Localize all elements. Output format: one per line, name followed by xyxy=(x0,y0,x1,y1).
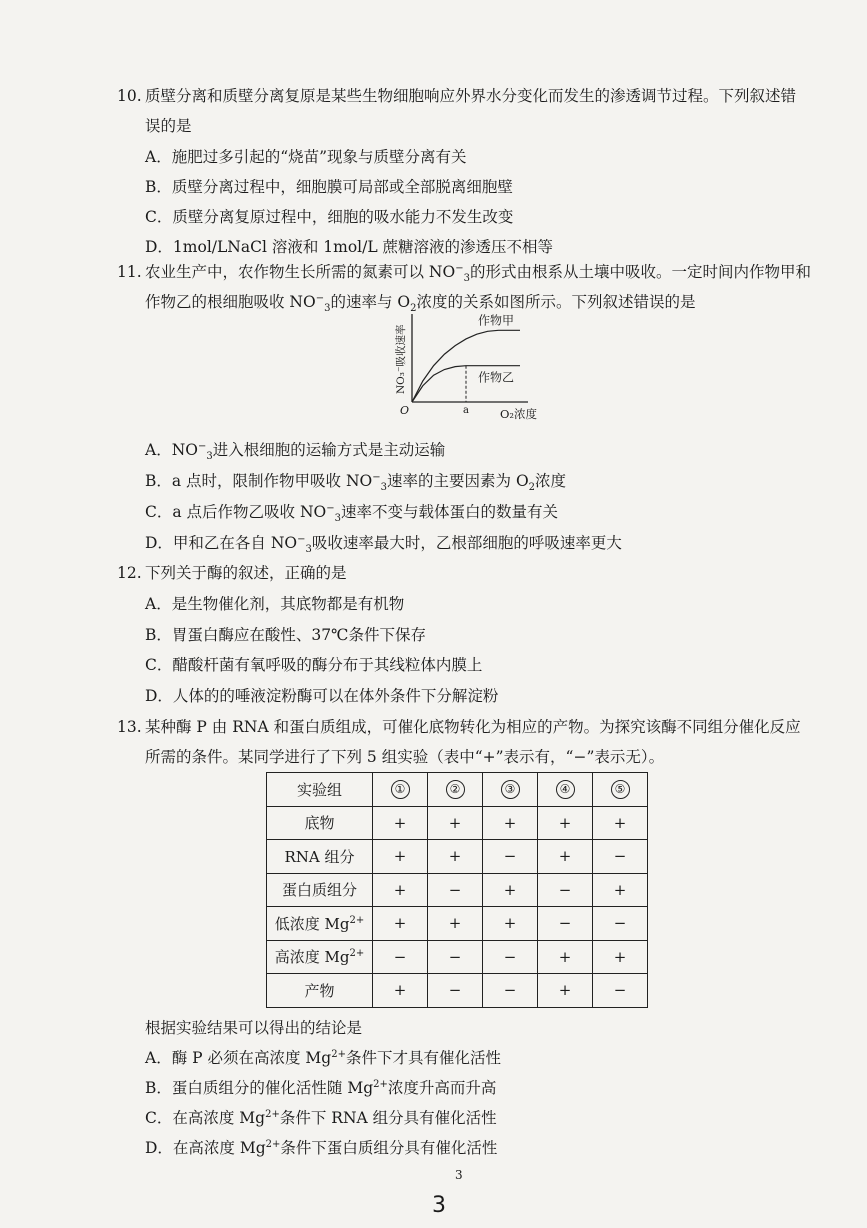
table-row: 低浓度 $Mg^{2+}$ + + + − − xyxy=(267,907,648,941)
table-group-1: ① xyxy=(373,773,428,807)
q11-stem-line1: 农业生产中，农作物生长所需的氮素可以 $NO^-_3$的形式由根系从土壤中吸收。一定时间内作物甲和 xyxy=(145,262,811,285)
table-group-2: ② xyxy=(428,773,483,807)
table-group-3: ③ xyxy=(483,773,538,807)
q10-option-d: D．1mol/LNaCl 溶液和 1mol/L 蔗糖溶液的渗透压不相等 xyxy=(145,238,554,256)
no3-uptake-chart xyxy=(390,312,540,430)
q13-stem-line2: 所需的条件。某同学进行了下列 5 组实验（表中“+”表示有，“−”表示无）。 xyxy=(145,748,665,766)
table-row: 底物 + + + + + xyxy=(267,806,648,840)
series-label-1: 作物甲 xyxy=(478,313,515,328)
x-axis-label: O₂浓度 xyxy=(500,407,538,421)
table-header-label: 实验组 xyxy=(267,773,373,807)
q11-option-b: B．a 点时，限制作物甲吸收 $NO^-_3$速率的主要因素为 $O_2$浓度 xyxy=(145,471,567,494)
q11-option-a: A．$NO^-_3$进入根细胞的运输方式是主动运输 xyxy=(145,440,446,463)
q11-option-c: C．a 点后作物乙吸收 $NO^-_3$速率不变与载体蛋白的数量有关 xyxy=(145,502,559,525)
q13-option-d: D．在高浓度 $Mg^{2+}$条件下蛋白质组分具有催化活性 xyxy=(145,1138,498,1157)
table-header-row xyxy=(267,773,648,807)
q12-number: 12. xyxy=(117,564,142,582)
page-number: 3 xyxy=(432,1193,446,1218)
q10-stem-line2: 误的是 xyxy=(145,117,192,135)
table-row: RNA 组分 + + − + − xyxy=(267,840,648,874)
q10-option-c: C．质壁分离复原过程中，细胞的吸水能力不发生改变 xyxy=(145,208,514,226)
page-number-small: 3 xyxy=(455,1168,463,1182)
experiment-table xyxy=(266,772,648,1008)
q10-number: 10. xyxy=(117,87,142,105)
no3-formula: −$_3$ xyxy=(455,262,470,285)
q13-conclusion-prompt: 根据实验结果可以得出的结论是 xyxy=(145,1019,363,1037)
table-group-5: ⑤ xyxy=(593,773,648,807)
q10-stem-line1: 质壁分离和质壁分离复原是某些生物细胞响应外界水分变化而发生的渗透调节过程。下列叙述错 xyxy=(145,87,797,105)
q10-option-a: A．施肥过多引起的“烧苗”现象与质壁分离有关 xyxy=(145,148,467,166)
series-label-2: 作物乙 xyxy=(478,370,515,385)
x-mark-label: a xyxy=(463,405,469,416)
q13-option-b: B．蛋白质组分的催化活性随 $Mg^{2+}$浓度升高而升高 xyxy=(145,1078,497,1097)
q10-option-b: B．质壁分离过程中，细胞膜可局部或全部脱离细胞壁 xyxy=(145,178,513,196)
q13-stem-line1: 某种酶 P 由 RNA 和蛋白质组成，可催化底物转化为相应的产物。为探究该酶不同组分催化反应 xyxy=(145,718,801,736)
table-row: 高浓度 $Mg^{2+}$ − − − + + xyxy=(267,940,648,974)
q12-option-c: C．醋酸杆菌有氧呼吸的酶分布于其线粒体内膜上 xyxy=(145,656,483,674)
q11-stem-line2: 作物乙的根细胞吸收 $NO^-_3$的速率与 $O_2$浓度的关系如图所示。下列叙述错误的是 xyxy=(145,292,696,315)
q12-stem: 下列关于酶的叙述，正确的是 xyxy=(145,564,347,582)
q12-option-d: D．人体的的唾液淀粉酶可以在体外条件下分解淀粉 xyxy=(145,687,499,705)
table-row: 产物 + − − + − xyxy=(267,974,648,1008)
origin-label: O xyxy=(400,404,410,417)
q11-number: 11. xyxy=(117,263,142,281)
table-row: 蛋白质组分 + − + − + xyxy=(267,873,648,907)
table-group-4: ④ xyxy=(538,773,593,807)
y-axis-label: NO₃⁻吸收速率 xyxy=(395,324,407,394)
q13-option-a: A．酶 P 必须在高浓度 $Mg^{2+}$条件下才具有催化活性 xyxy=(145,1048,501,1067)
q11-option-d: D．甲和乙在各自 $NO^-_3$吸收速率最大时，乙根部细胞的呼吸速率更大 xyxy=(145,533,622,556)
q12-option-b: B．胃蛋白酶应在酸性、37℃条件下保存 xyxy=(145,626,426,644)
q13-number: 13. xyxy=(117,718,142,736)
q13-option-c: C．在高浓度 $Mg^{2+}$条件下 RNA 组分具有催化活性 xyxy=(145,1108,497,1127)
q12-option-a: A．是生物催化剂，其底物都是有机物 xyxy=(145,595,405,613)
